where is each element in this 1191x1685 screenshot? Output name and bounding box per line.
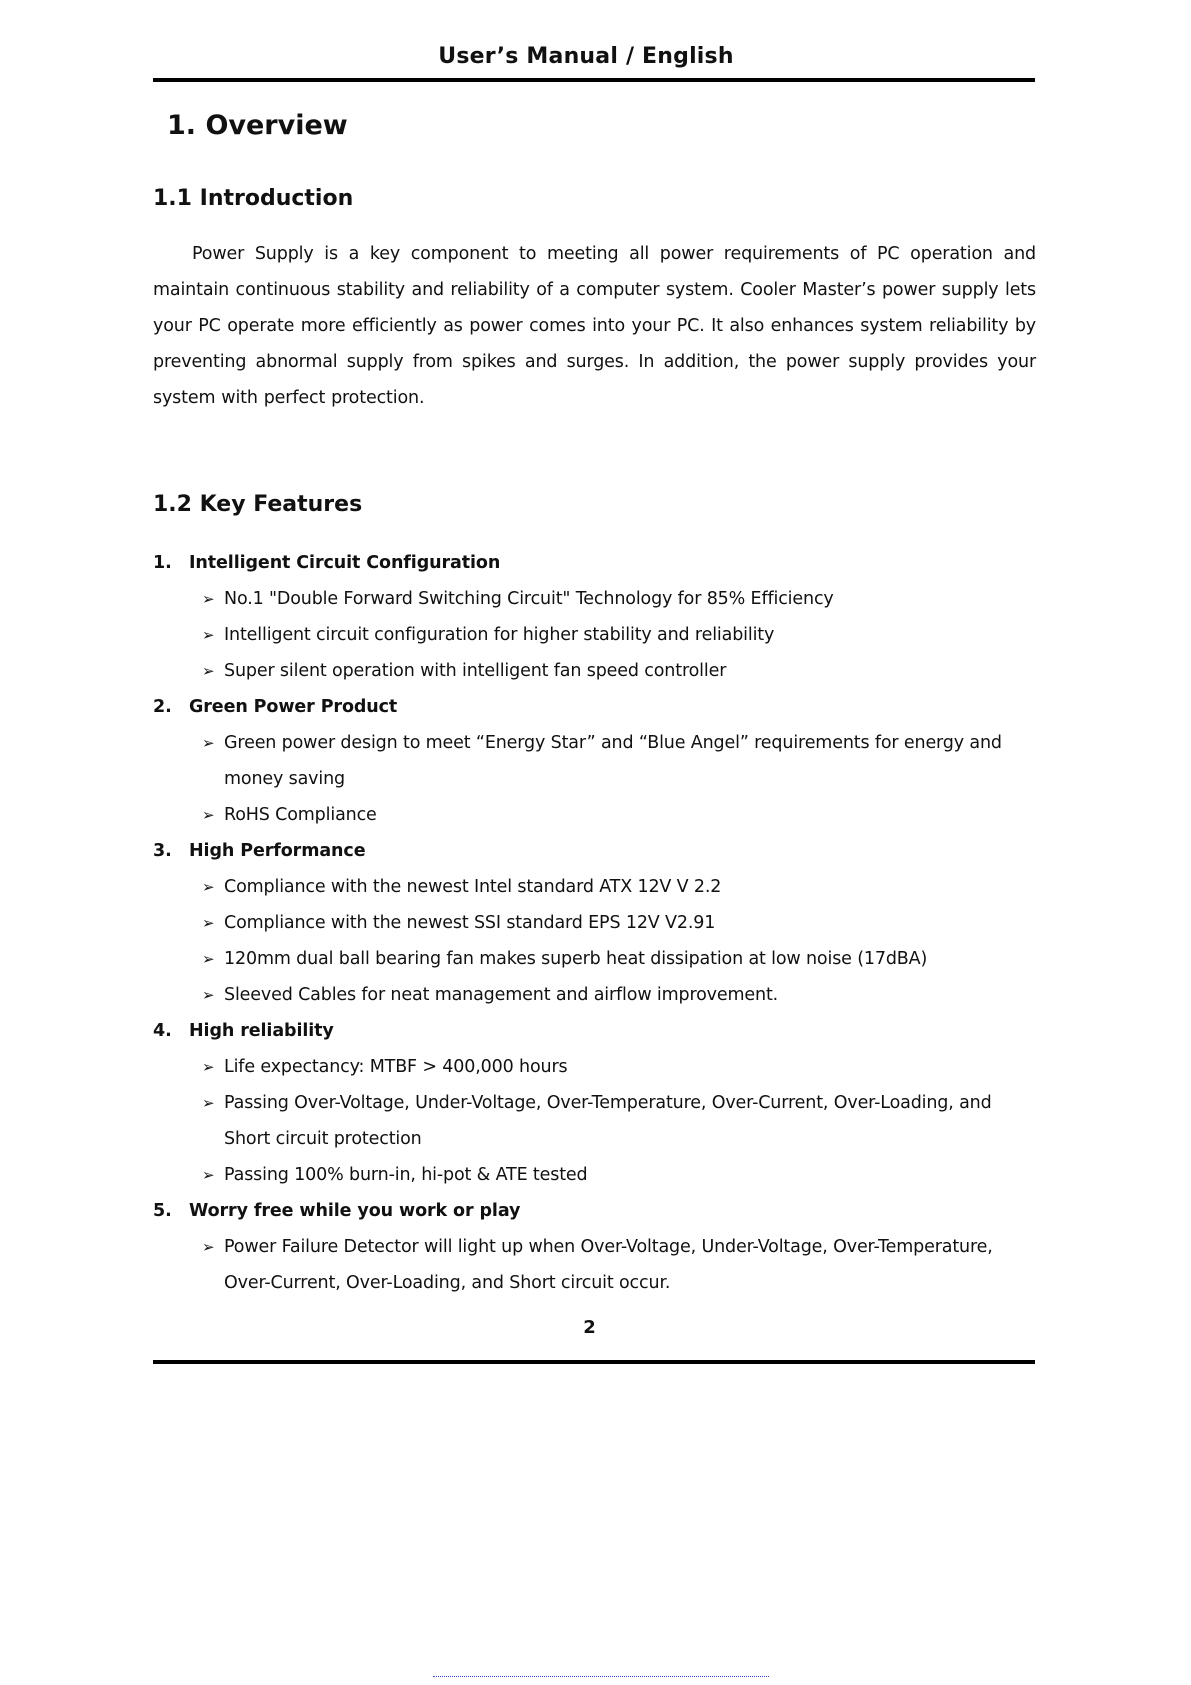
section-heading-overview: 1. Overview: [167, 110, 348, 141]
feature-number: 2.: [153, 697, 172, 717]
arrow-bullet-icon: ➢: [202, 626, 215, 644]
subsection-heading-key-features: 1.2 Key Features: [153, 492, 363, 517]
feature-title: [153, 689, 1039, 725]
feature-bullet: [153, 1049, 1039, 1085]
feature-number: 1.: [153, 553, 172, 573]
feature-bullet-text: Power Failure Detector will light up when Over-Voltage, Under-Voltage, Over-Temperature, Over-Current, Over-Loading, and Short circuit occur.: [224, 1237, 993, 1293]
feature-title-text: Worry free while you work or play: [189, 1201, 521, 1221]
feature-bullet: [153, 653, 1039, 689]
arrow-bullet-icon: ➢: [202, 590, 215, 608]
feature-bullet: [153, 1229, 1039, 1301]
arrow-bullet-icon: ➢: [202, 986, 215, 1004]
arrow-bullet-icon: ➢: [202, 1166, 215, 1184]
feature-bullet-text: RoHS Compliance: [224, 805, 377, 825]
feature-bullet: [153, 581, 1039, 617]
arrow-bullet-icon: ➢: [202, 806, 215, 824]
feature-title: [153, 545, 1039, 581]
feature-bullet-text: Sleeved Cables for neat management and airflow improvement.: [224, 985, 779, 1005]
arrow-bullet-icon: ➢: [202, 1058, 215, 1076]
feature-number: 4.: [153, 1021, 172, 1041]
feature-bullet-text: Passing 100% burn-in, hi-pot & ATE tested: [224, 1165, 588, 1185]
arrow-bullet-icon: ➢: [202, 1094, 215, 1112]
feature-bullet: [153, 617, 1039, 653]
feature-title-text: Intelligent Circuit Configuration: [189, 553, 501, 573]
feature-number: 3.: [153, 841, 172, 861]
feature-title-text: Green Power Product: [189, 697, 398, 717]
feature-bullet: [153, 905, 1039, 941]
arrow-bullet-icon: ➢: [202, 734, 215, 752]
footer-link-line[interactable]: [433, 1676, 769, 1677]
feature-bullet-text: Green power design to meet “Energy Star” and “Blue Angel” requirements for energy and money saving: [224, 733, 1002, 789]
feature-bullet: [153, 725, 1039, 797]
feature-title: [153, 1013, 1039, 1049]
feature-title: [153, 833, 1039, 869]
feature-number: 5.: [153, 1201, 172, 1221]
running-header: User’s Manual / English: [438, 44, 734, 69]
arrow-bullet-icon: ➢: [202, 914, 215, 932]
feature-bullet-text: 120mm dual ball bearing fan makes superb heat dissipation at low noise (17dBA): [224, 949, 928, 969]
feature-bullet-text: Super silent operation with intelligent fan speed controller: [224, 661, 727, 681]
feature-bullet-text: No.1 "Double Forward Switching Circuit" Technology for 85% Efficiency: [224, 589, 834, 609]
feature-title-text: High Performance: [189, 841, 366, 861]
feature-bullet: [153, 977, 1039, 1013]
feature-bullet-text: Life expectancy: MTBF > 400,000 hours: [224, 1057, 568, 1077]
arrow-bullet-icon: ➢: [202, 662, 215, 680]
feature-bullet-text: Compliance with the newest Intel standard ATX 12V V 2.2: [224, 877, 722, 897]
key-features-list: [153, 545, 1039, 1301]
feature-bullet: [153, 1085, 1039, 1157]
introduction-paragraph: Power Supply is a key component to meeting all power requirements of PC operation and maintain continuous stability and reliability of a computer system. Cooler Master’s power supply lets your PC operate more efficiently as power comes into your PC. It also enhances system reliability by preventing abnormal supply from spikes and surges. In addition, the power supply provides your system with perfect protection.: [153, 244, 1036, 408]
feature-bullet: [153, 1157, 1039, 1193]
footer-rule: [153, 1360, 1035, 1364]
feature-bullet: [153, 941, 1039, 977]
arrow-bullet-icon: ➢: [202, 1238, 215, 1256]
page-number: 2: [583, 1317, 596, 1338]
arrow-bullet-icon: ➢: [202, 950, 215, 968]
feature-title: [153, 1193, 1039, 1229]
header-rule: [153, 78, 1035, 82]
feature-bullet-text: Compliance with the newest SSI standard EPS 12V V2.91: [224, 913, 716, 933]
feature-bullet-text: Passing Over-Voltage, Under-Voltage, Over-Temperature, Over-Current, Over-Loading, and Short circuit protection: [224, 1093, 992, 1149]
subsection-heading-introduction: 1.1 Introduction: [153, 186, 354, 211]
feature-bullet: [153, 869, 1039, 905]
feature-bullet-text: Intelligent circuit configuration for higher stability and reliability: [224, 625, 775, 645]
feature-bullet: [153, 797, 1039, 833]
feature-title-text: High reliability: [189, 1021, 334, 1041]
arrow-bullet-icon: ➢: [202, 878, 215, 896]
